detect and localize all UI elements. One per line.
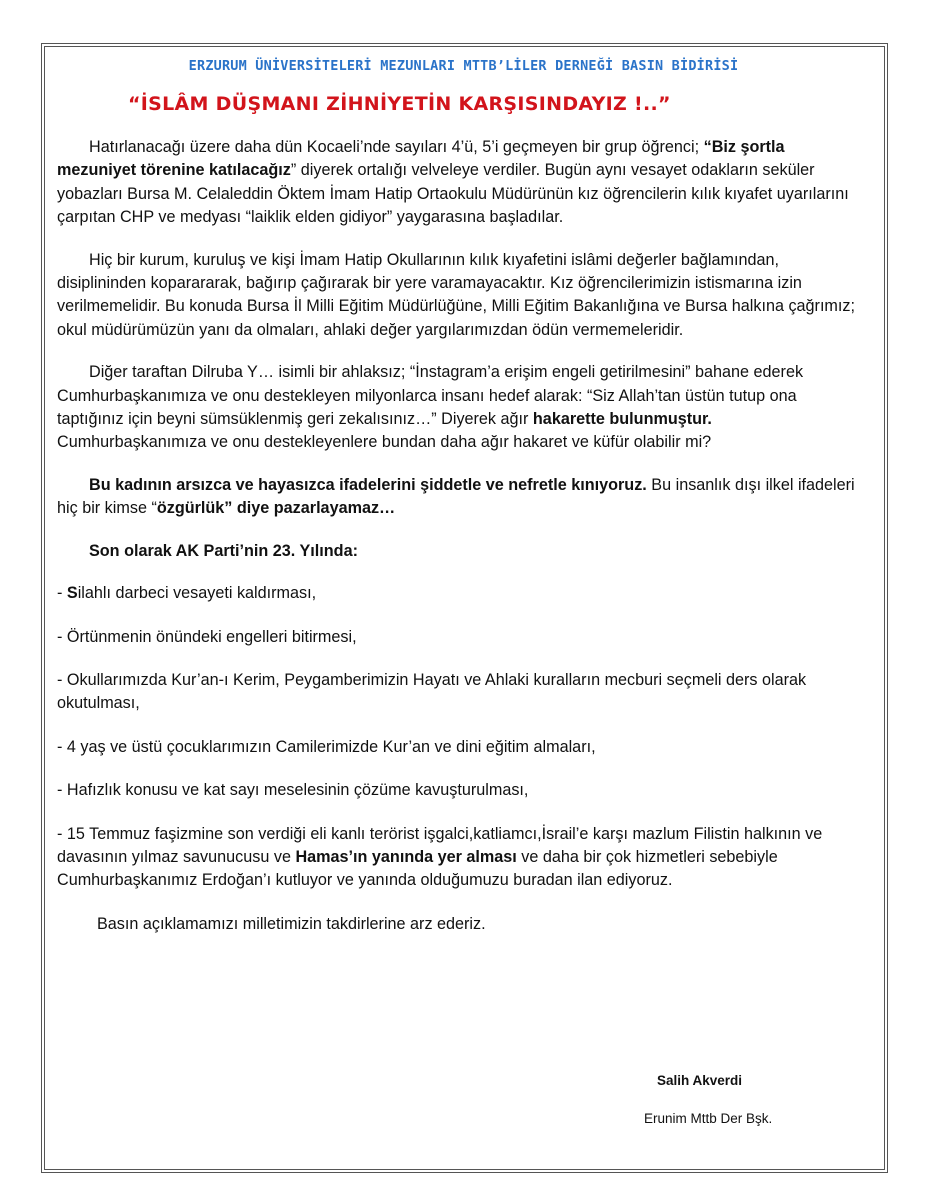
list-item-3: - Okullarımızda Kur’an-ı Kerim, Peygamberimizin Hayatı ve Ahlaki kuralların mecburi seçmeli ders olarak okutulması,: [57, 670, 807, 713]
paragraph-2: Hiç bir kurum, kuruluş ve kişi İmam Hatip Okullarının kılık kıyafetini islâmi değerler bağlamından, disiplininden koparararak, bağırıp çağırarak bir yere varamayacaktır. Kız öğrencilerimizin istismarına izin verilmemelidir. Bu konuda Bursa İl Milli Eğitim Müdürlüğüne, Milli Eğitim Bakanlığına ve Bursa halkına çağrımız; okul müdürümüzün yanı da olmaları, ahlaki değer yargılarımızdan ödün vermemeleridir.: [57, 250, 856, 339]
list-intro-heading: Son olarak AK Parti’nin 23. Yılında:: [89, 541, 358, 560]
list-item-6: [57, 823, 857, 893]
paragraph-3: [57, 361, 857, 455]
list-item-1-bold-letter: S: [66, 584, 78, 603]
paragraph-3-text: Diğer taraftan Dilruba Y… isimli bir ahlaksız; “İnstagram’a erişim engeli getirilmesini” bahane ederek Cumhurbaşkanımıza ve onu destekleyen milyonlarca insanı hedef alarak: “Siz Allah’tan üstün tutup ona taptığınız için beyni sümsüklenmiş geri zekalısınız…” Diyerek ağır: [57, 363, 804, 429]
paragraph-1-text-end: ” diyerek ortalığı velveleye verdiler. Bugün aynı vesayet odakların seküler yobazları Bursa M. Celaleddin Öktem İmam Hatip Ortaokulu Müdürünün kız öğrencilerin kılık kıyafet uyarılarını çarpıtan CHP ve medyası “laiklik elden gidiyor” yaygarasına başladılar.: [57, 161, 849, 227]
press-release-header: ERZURUM ÜNİVERSİTELERİ MEZUNLARI MTTB’LİLER DERNEĞİ BASIN BİDİRİSİ: [188, 58, 739, 74]
closing-statement: Basın açıklamamızı milletimizin takdirlerine arz ederiz.: [97, 914, 486, 933]
paragraph-3-bold: hakarette bulunmuştur.: [532, 410, 712, 429]
list-item-1: [57, 582, 857, 605]
paragraph-1-text: Hatırlanacağı üzere daha dün Kocaeli’nde sayıları 4’ü, 5’i geçmeyen bir grup öğrenci;: [89, 138, 704, 156]
paragraph-5-heading: [57, 540, 857, 563]
signature-title: Erunim Mttb Der Bşk.: [644, 1111, 773, 1126]
press-release-title: “İSLÂM DÜŞMANI ZİHNİYETİN KARŞISINDAYIZ !..”: [128, 93, 671, 115]
document-body: [57, 136, 857, 936]
signature-name: Salih Akverdi: [657, 1073, 743, 1088]
paragraph-3-text-end: Cumhurbaşkanımıza ve onu destekleyenlere bundan daha ağır hakaret ve küfür olabilir mi?: [57, 433, 712, 452]
list-item-6-text-end: ve daha bir çok hizmetleri sebebiyle Cumhurbaşkanımız Erdoğan’ı kutluyor ve yanında olduğumuzu buradan ilan ediyoruz.: [57, 847, 778, 890]
list-item-1-text: ilahlı darbeci vesayeti kaldırması,: [77, 584, 317, 603]
list-item-2: - Örtünmenin önündeki engelleri bitirmesi,: [57, 627, 357, 646]
paragraph-4-text: Bu insanlık dışı ilkel ifadeleri hiç bir kimse “: [57, 475, 855, 518]
list-item-4: - 4 yaş ve üstü çocuklarımızın Camilerimizde Kur’an ve dini eğitim almaları,: [57, 737, 596, 756]
list-item-6-text: - 15 Temmuz faşizmine son verdiği eli kanlı terörist işgalci,katliamcı,İsrail’e karşı mazlum Filistin halkının ve davasının yılmaz savunucusu ve: [57, 824, 823, 866]
list-item-6-bold: Hamas’ın yanında yer alması: [295, 847, 517, 866]
paragraph-4-bold-word: özgürlük: [156, 499, 225, 518]
paragraph-4-bold-end: ” diye pazarlayamaz…: [224, 499, 396, 518]
paragraph-4: [57, 474, 857, 521]
paragraph-1: [57, 136, 857, 230]
paragraph-1-bold: “Biz şortla mezuniyet törenine katılacağız: [57, 138, 785, 180]
list-item-1-dash: -: [57, 584, 67, 603]
list-item-5: - Hafızlık konusu ve kat sayı meselesinin çözüme kavuşturulması,: [57, 781, 529, 800]
paragraph-4-bold: Bu kadının arsızca ve hayasızca ifadelerini şiddetle ve nefretle kınıyoruz.: [89, 475, 647, 494]
